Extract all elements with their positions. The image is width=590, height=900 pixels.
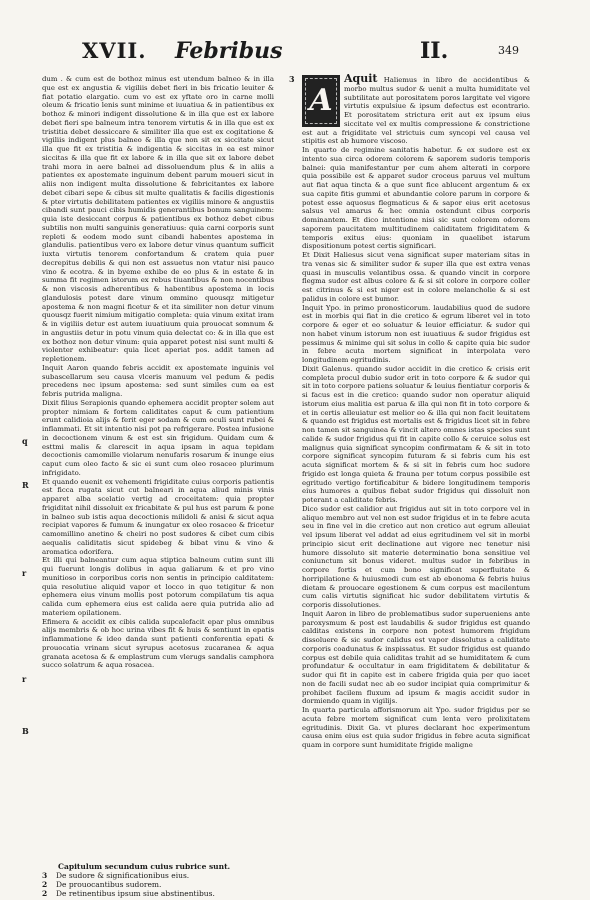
contents-item [42, 889, 274, 898]
decorated-initial [302, 75, 340, 127]
margin-mark: B [22, 726, 29, 736]
chapter-title: Febribus [175, 38, 283, 64]
contents-text: De retinentibus ipsum siue abstinentibus. [56, 889, 215, 898]
paragraph: In quarto de regimine sanitatis habetur. & ex sudore est ex intento sua circa odorem colorem & saporem sudoris temporis balnei: quia manifestantur per cum ahem alterati in corpore quia possibile est & apparet sudor croceus paruus vel multum aut fiat aqua tincta & a que sunt fice ablucent argentum & ex sua capite fitis gummi et abundantie colore parum in corpore & potest esse aquosus flegmaticus & & sapor eius erit acetosus salsus vel amarus & hec omnia ostendunt cibus corporis dominantem. Et dico intentione nisi sic sunt colorem odorem saporem paucitatem multitudinem caliditatem frigiditatem & temporis exitus eius: quoniam in quaelibet istarum dispositionum potest certis significari. [302, 146, 530, 251]
opening-words: Aquit [344, 72, 378, 85]
book-number: II. [420, 38, 449, 64]
paragraph: Inquit Ypo. in primo pronosticorum. laudabilius quod de sudore est in morbis qui fiat in die cretico & egrum liberet vel in toto corpore & eger et eo soluatur & leuior efficiatur. & sudor qui non habet vinum istorum non est iuuatiuus & sudor frigidus est pessimus & minime qui sit solus in collo & capite quia bic sudor in febre acuta mortem significat in interpolata vero longitudinem egritudinis. [302, 303, 530, 364]
contents-number: 2 [42, 880, 48, 889]
contents-heading: Capitulum secundum cuius rubrice sunt. [58, 862, 231, 871]
paragraph: Haliemus in libro de accidentibus & morbo multus sudor & uenit a multa humiditate vel subtilitate aut porositatem poros largitate vel vigore virtutis expulsiue & ipsum defectus est econtrario. Et porositatem strictura erit aut ex ipsum eius siccitate vel ex multis compressione & constrictione est aut a frigiditate vel strictuis cum syncopi vel causa vel stipitis est ab humore viscoso. [302, 76, 530, 146]
contents-text: De sudore & significationibus eius. [56, 871, 190, 880]
contents-number: 2 [42, 889, 48, 898]
paragraph: Inquit Aaron in libro de problematibus sudor superueniens ante paroxysmum & post est laudabilis & sudor frigidus est quando calditas existens in corpore non potest humorem frigidum dissoluere & sic sudor calidus est vapor dissolutus a caliditate corporis coadunatus & inspissatus. Et sudor frigidus est quando corpus est debile quia caliditas trahit ad se humiditatem & cum profundatur & occultatur in eam frigiditatem & debilitatur & sudor qui fit in capite est in cabere frigida quia per quo iacet non de facili sudat nec ab eo sudor incipiat quia comprimitur & prohibet facilem fluxum ad ipsum & magis accidit sudor in dormiendo quam in vigilijs. [302, 609, 530, 706]
margin-mark: r [22, 568, 27, 578]
section-number: 3 [289, 74, 295, 84]
paragraph: Et Dixit Haliesus sicut vena significat super materiam sitas in tra venas sic & similiter sudor & super illa que est extra venas quasi in musculis velantibus ossa. & quando vincit in corpore flegma sudor est albus colore & & si sit colore in corpore coller est citrinus & si est niger est in colore melancholie & si est palidus in colore est bumor. [302, 251, 530, 303]
paragraph: Et illi qui balneantur cum aqua stiptica balneum cutim sunt illi qui fuerunt longis dolibus in aqua galiarum & et pro vino munitioso in corporibus coris non sentis in principio calditatem: quia resolutiue aliquid vapor et locco in quo tetigitur & non ephemera eius vinum mollis post potorum compilatum tis aqua calida cum ephemera eius est calida aere quia putrida alio ad materiem opilationem. [42, 556, 274, 617]
paragraph: dum . & cum est de bothoz minus est utendum balneo & in illa que est ex angustia & vigiliis debet fieri in bis fricatio leuiter & fiat potatio elargatio. cum vo est ex yftate oro in carne molli oleum & fricatio lenis sunt minime et iuuatiua & in patientibus ex bothoz & minori indigent dissolutione & in illa que est ex labore debet fieri spe balneum intra tenorem virtutis & in illa que est ex tristitia debet dessiccare & similiter illa que est ex cogitatione & vigiliis indigent plus balneo & illa que non sit ex siccitate sicut illa que fit ex tristitia & indigentia & siccitas in ea est minor siccitas & illa que fit ex labore & in illa que sit ex labore debet trahi mora in aere balnei ad dissoluendum plus & in aliis a patientes ex apostemate inguinum debent parum moueri sicut in aliis non indigent multa dissolutione & febricitantes ex labore debet cibari sepe & cibus sit multe qualitatis & facilis digestionis & pter virtutis debilitatem patientes ex vigiliis minore & angustiis cibandi sunt pauci cibis humidis generantibus bonum sanguinem: quia iste desiccant corpus & patientibus ex bothoz debet cibus subtilis non multi sanguinis generatiuus: quia carni corporis sunt repleti & eodem modo sunt cibandi habentes apostema in glandulis. patientibus vero ex labore detur vinus quantum sufficit iuxta virtutis tenorem confortandum & cratem quia puer decrepitus debilis & qui non est assuetus non vtatur nisi pauco vino & ecotra. & in byeme exhibe de eo plus & in estate & in summa fit regimen istorum ex rebus tiuantibus & non nocentibus & non viscosis adherentibus & habentibus apostema in locis glandulosis potest dare vinum ommino quousqz mitigetur apostema & non magni ficetur & et ita similiter non detur vinum quousqz fuerit nimium mitigatio completa: quia vinum exitat iram & in vigiliis detur est autem iuuatiuum quia prouocat somnum & in angustiis detur in potu vinum quia delectat co: & in illa que est ex bothoz non detur vinum: quia apparet potest nisi sunt multi & violenter exhibeatur: quia licet aperiat pos. addit tamen ad repletionem. [42, 75, 274, 363]
right-text-column [302, 72, 530, 750]
contents-number: 3 [42, 871, 48, 880]
paragraph: Et quando euenit ex vehementi frigiditate cuius corporis patientis est ficca rugata sicut cut balneari in aqua aliud minis vinis apparet alba scelatio vertig ad croceitatem: quia propter frigiditat nihil dissoluit ex fricabitate & pul hus est parum & pone in balneo sub istis aqua decoctionis milidoli & anisi & sicut aqua recipiat vapores & fumum & inungatur ex oleo rosaceo & fricetur camomillino anetino & cheiri no post sudores & cibet cum cibis aequalis caliditatis sicut spidebeg & bibat vinu & vino & aromatica odorifera. [42, 477, 274, 556]
chapter-number: XVII. [82, 38, 147, 63]
initial-letter: A [309, 82, 333, 118]
contents-item [42, 880, 274, 889]
paragraph: In quarta particula afforismorum ait Ypo. sudor frigidus per se acuta febre mortem significat cum lenta vero prolixitatem egritudinis. Dixit Ga. vt plures declarant hoc experimentum causa enim eius est quia sudor frigidus in febre acuta significat quam in corpore sunt humiditate frigide maligne [302, 706, 530, 749]
paragraph: Dixit filius Serapionis quando ephemera accidit propter solem aut propter nimiam & fortem caliditates caput & cum patientium erunt calidioia alijs & ferit eger sodam & cum oculi sunt rubei & inflammati. Et sit intentio nisi pot pa refrigerare. Postea infusione in decoctionem vinum & est est sin frigidum. Quidam cum & esttmi malis & clarescit in aqua ipsam in aqua tepidam decoctionis camomille violarum nenufaris rosarum & inunge eius caput cum oleo facto & sic ei sunt cum oleo rosaceo plurimum infrigidato. [42, 398, 274, 477]
margin-mark: R [22, 480, 29, 490]
margin-mark: r [22, 674, 27, 684]
contents-item [42, 871, 274, 880]
paragraph: Dixit Galenus. quando sudor accidit in die cretico & crisis erit completa procul dubio sudor erit in toto corpore & & sudor qui sit in toto corpore patiens soluatur & leuius fientiatur corporis & si facus est in die cretico: quando sudor non operatur aliquid istorum eius malitia est parua & illa qui non fit in toto corpore & et in certis alleuiatur est melior eo & illa qui non facit leuitatem & quando est frigidus est mortalis est & frigidus licet sit in febre non tamen sit sanguinea & vincit altero omnes istas species sunt calide & sudor frigidus qui fit in capite collo & ceruice solus est malignus quia significat syncopim confirmatam & & sit in toto corpore significat syncopim futuram & si febris cum his est acuta significat mortem & & si sit in febris cum hoc sudore frigido est longa quieta & frauna per totum corpus possibile est egritudo vertigo fortificabitur & bidere longitudinem temporis eius humores a quibus fiebat sudor frigidus qui dissoluit non poterant a caliditate febris. [302, 364, 530, 504]
contents-text: De prouocantibus sudorem. [56, 880, 162, 889]
paragraph: Efimera & accidit ex cibis calida supcalefacit epar plus omnibus alijs membris & ob hoc urina vibes fit & huis & sentiunt in epatis inflammatione & ideo danda sunt patienti conferentia epati & prouocatia vrinam sicut syrupus acetosus zucaranea & aqua granata acetosa & & emplastrum cum vlerugs sandalis camphora succo solatrum & aqua rosacea. [42, 617, 274, 670]
chapter-contents [42, 862, 274, 898]
running-header [0, 38, 590, 68]
folio-number: 349 [498, 44, 519, 57]
left-text-column [42, 75, 274, 670]
initial-ornament [305, 78, 337, 124]
paragraph: Inquit Aaron quando febris accidit ex apostemate inguinis vel subascellarum seu causa vlceris manuum vel pedum & pedis precedens nec ipsum apostema: sed sunt similes cum ea est febris putrida maligna. [42, 363, 274, 398]
paragraph: Dico sudor est calidior aut frigidus aut sit in toto corpore vel in aliquo membro aut vel non est sudor frigidus et in te febre acuta seu in fine vel in die cretico aut non cretico aut egrum alleuiat vel ipsum liberat vel addat ad eius egritudinem vel sit in morbi principio sicut erit declinatione aut vigore nec tenetur nisi humore dissoluto sit materie determinatio bona sensitiue vel coniunctum sit bonus videret. multus sudor in febribus in corpore fortis et cum bono significat superfluitate & horripilatione & huiusmodi cum est ab ebonoma & febris huius dietam & prouocare egestionem & cum corpus est macilentum cum calis virtutis significat hic sudor debilitatem virtutis & corporis dissolutiones. [302, 504, 530, 609]
margin-mark: q [22, 436, 28, 446]
